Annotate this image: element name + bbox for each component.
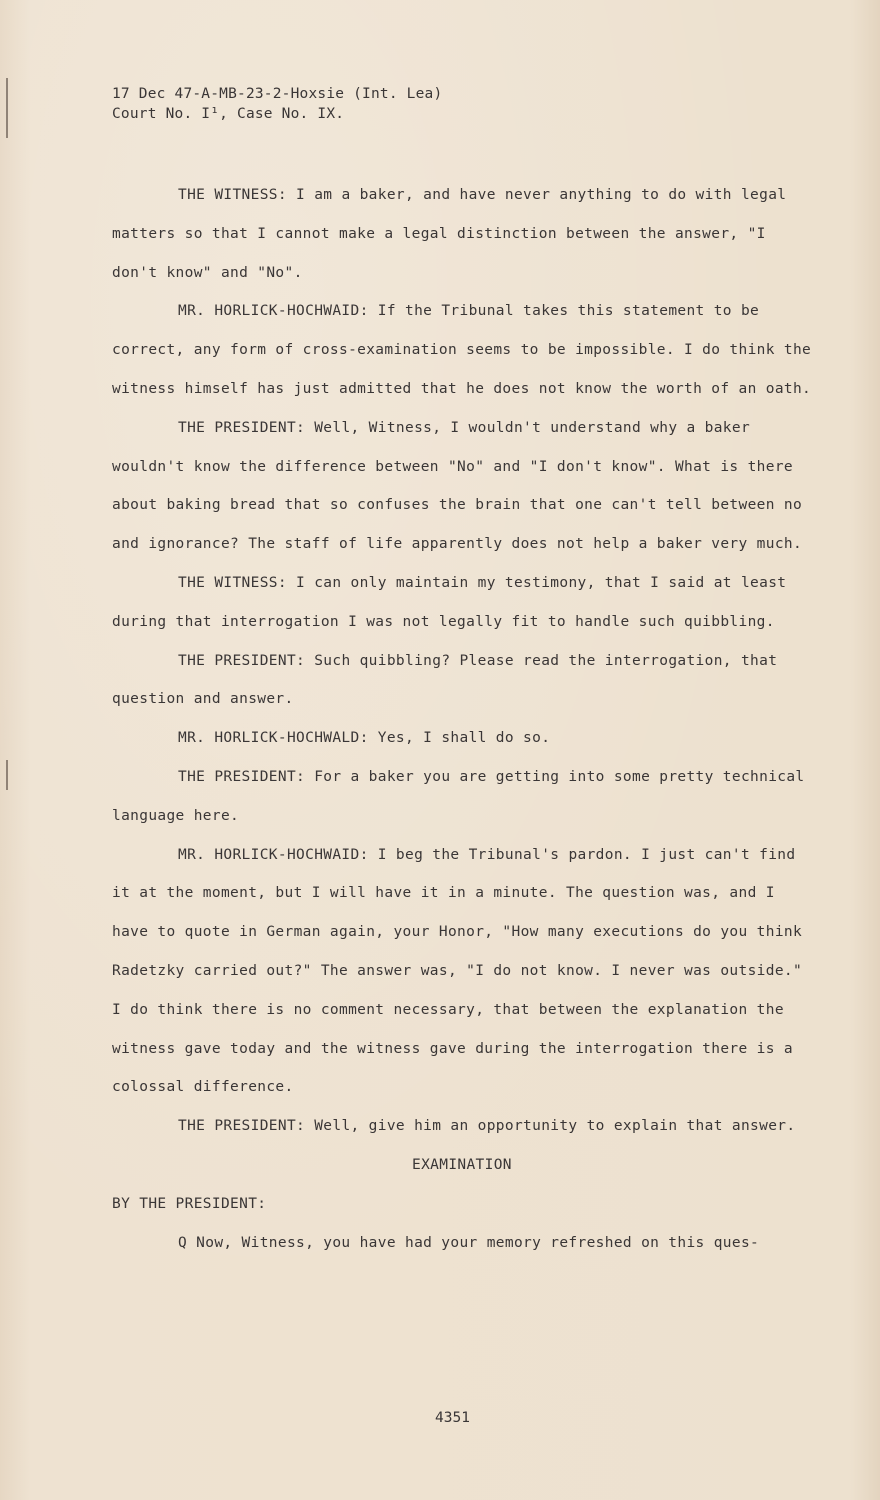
examiner-byline: BY THE PRESIDENT: <box>112 1195 267 1212</box>
speaker-label: THE PRESIDENT: <box>178 419 306 436</box>
header-reference: 17 Dec 47-A-MB-23-2-Hoxsie (Int. Lea) <box>112 86 443 102</box>
transcript-paragraph <box>112 1107 812 1146</box>
section-heading: EXAMINATION <box>412 1156 512 1173</box>
transcript-paragraph <box>112 836 812 1108</box>
transcript-paragraph <box>112 292 812 408</box>
page-number: 4351 <box>435 1410 470 1426</box>
transcript-paragraph <box>112 409 812 564</box>
header-court-case: Court No. I¹, Case No. IX. <box>112 106 345 122</box>
paragraph-text: If the Tribunal takes this statement to be correct, any form of cross-examination seems to be impossible. I do think the witness himself has just admitted that he does not know the worth of an oath. <box>112 303 812 397</box>
paragraph-text: Well, give him an opportunity to explain that answer. <box>305 1118 796 1135</box>
speaker-label: MR. HORLICK-HOCHWALD: <box>178 730 369 747</box>
paragraph-text: For a baker you are getting into some pretty technical language here. <box>112 768 805 824</box>
transcript-paragraph <box>112 176 812 292</box>
paragraph-text: Such quibbling? Please read the interrogation, that question and answer. <box>112 652 778 708</box>
document-header <box>112 84 442 124</box>
transcript-paragraph <box>112 758 812 836</box>
binding-mark <box>6 760 8 790</box>
speaker-label: THE PRESIDENT: <box>178 768 306 785</box>
paragraph-text: Yes, I shall do so. <box>368 730 551 747</box>
binding-mark <box>6 78 8 138</box>
transcript-paragraph <box>112 564 812 642</box>
question-line: Q Now, Witness, you have had your memory refreshed on this ques- <box>178 1234 760 1251</box>
transcript-paragraph <box>112 719 812 758</box>
transcript-body <box>112 176 812 1262</box>
paragraph-text: Well, Witness, I wouldn't understand why a baker wouldn't know the difference between "No" and "I don't know". What is there about baking bread that so confuses the brain that one can't tell between no and ignorance? The staff of life apparently does not help a baker very much. <box>112 419 803 553</box>
speaker-label: THE PRESIDENT: <box>178 652 306 669</box>
paragraph-text: I beg the Tribunal's pardon. I just can't find it at the moment, but I will have it in a minute. The question was, and I have to quote in German again, your Honor, "How many executions do you think Radetzky carried out?" The answer was, "I do not know. I never was outside." I do think there is no comment necessary, that between the explanation the witness gave today and the witness gave during the interrogation there is a colossal difference. <box>112 846 803 1096</box>
transcript-paragraph <box>112 642 812 720</box>
speaker-label: MR. HORLICK-HOCHWAID: <box>178 303 369 320</box>
paragraph-text: I can only maintain my testimony, that I said at least during that interrogation I was not legally fit to handle such quibbling. <box>112 574 787 630</box>
speaker-label: THE WITNESS: <box>178 574 287 591</box>
speaker-label: THE WITNESS: <box>178 187 287 203</box>
paragraph-text: I am a baker, and have never anything to do with legal matters so that I cannot make a legal distinction between the answer, "I don't know" and "No". <box>112 187 787 281</box>
speaker-label: THE PRESIDENT: <box>178 1118 306 1135</box>
speaker-label: MR. HORLICK-HOCHWAID: <box>178 846 369 863</box>
